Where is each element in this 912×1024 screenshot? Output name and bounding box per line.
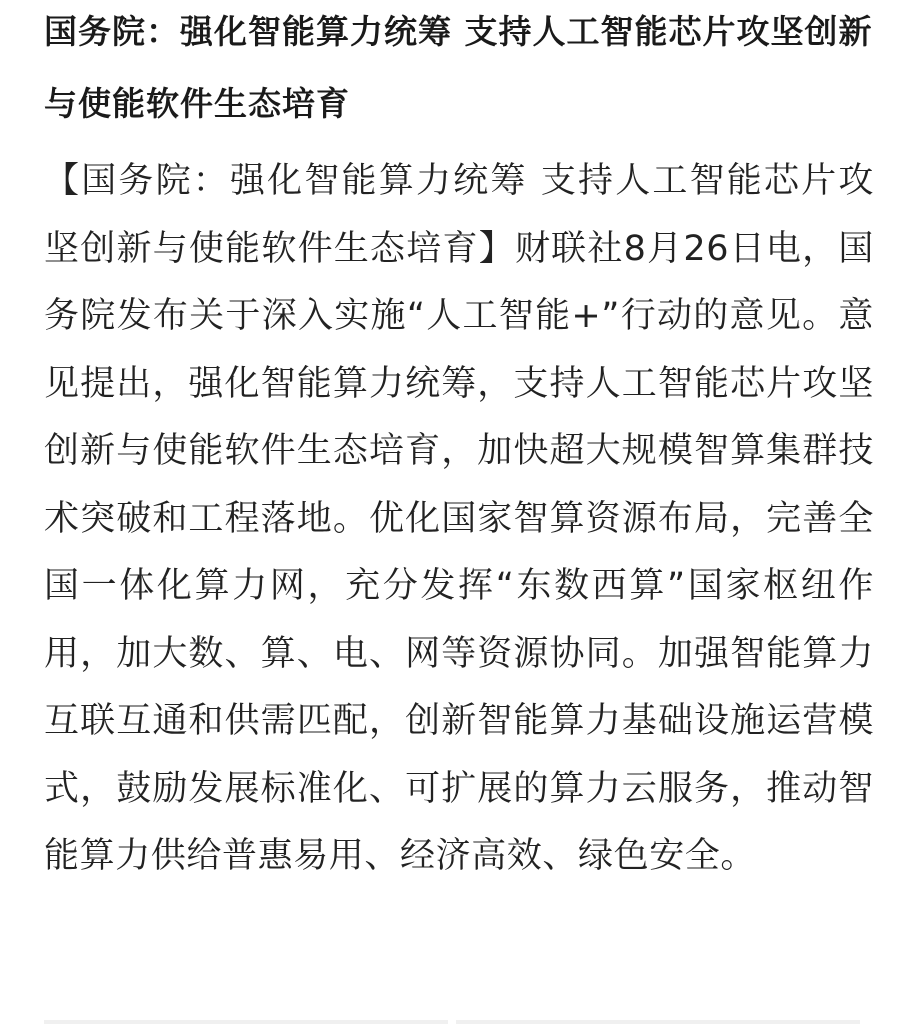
bottom-divider-left <box>44 1020 448 1024</box>
bottom-divider-right <box>456 1020 860 1024</box>
news-article <box>44 0 874 891</box>
article-title: 国务院：强化智能算力统筹 支持人工智能芯片攻坚创新与使能软件生态培育 <box>44 12 873 123</box>
article-body: 【国务院：强化智能算力统筹 支持人工智能芯片攻坚创新与使能软件生态培育】财联社8月26日电，国务院发布关于深入实施“人工智能+”行动的意见。意见提出，强化智能算力统筹，支持人工智能芯片攻坚创新与使能软件生态培育，加快超大规模智算集群技术突破和工程落地。优化国家智算资源布局，完善全国一体化算力网，充分发挥“东数西算”国家枢纽作用，加大数、算、电、网等资源协同。加强智能算力互联互通和供需匹配，创新智能算力基础设施运营模式，鼓励发展标准化、可扩展的算力云服务，推动智能算力供给普惠易用、经济高效、绿色安全。 <box>44 161 874 876</box>
bottom-divider <box>44 1020 860 1024</box>
